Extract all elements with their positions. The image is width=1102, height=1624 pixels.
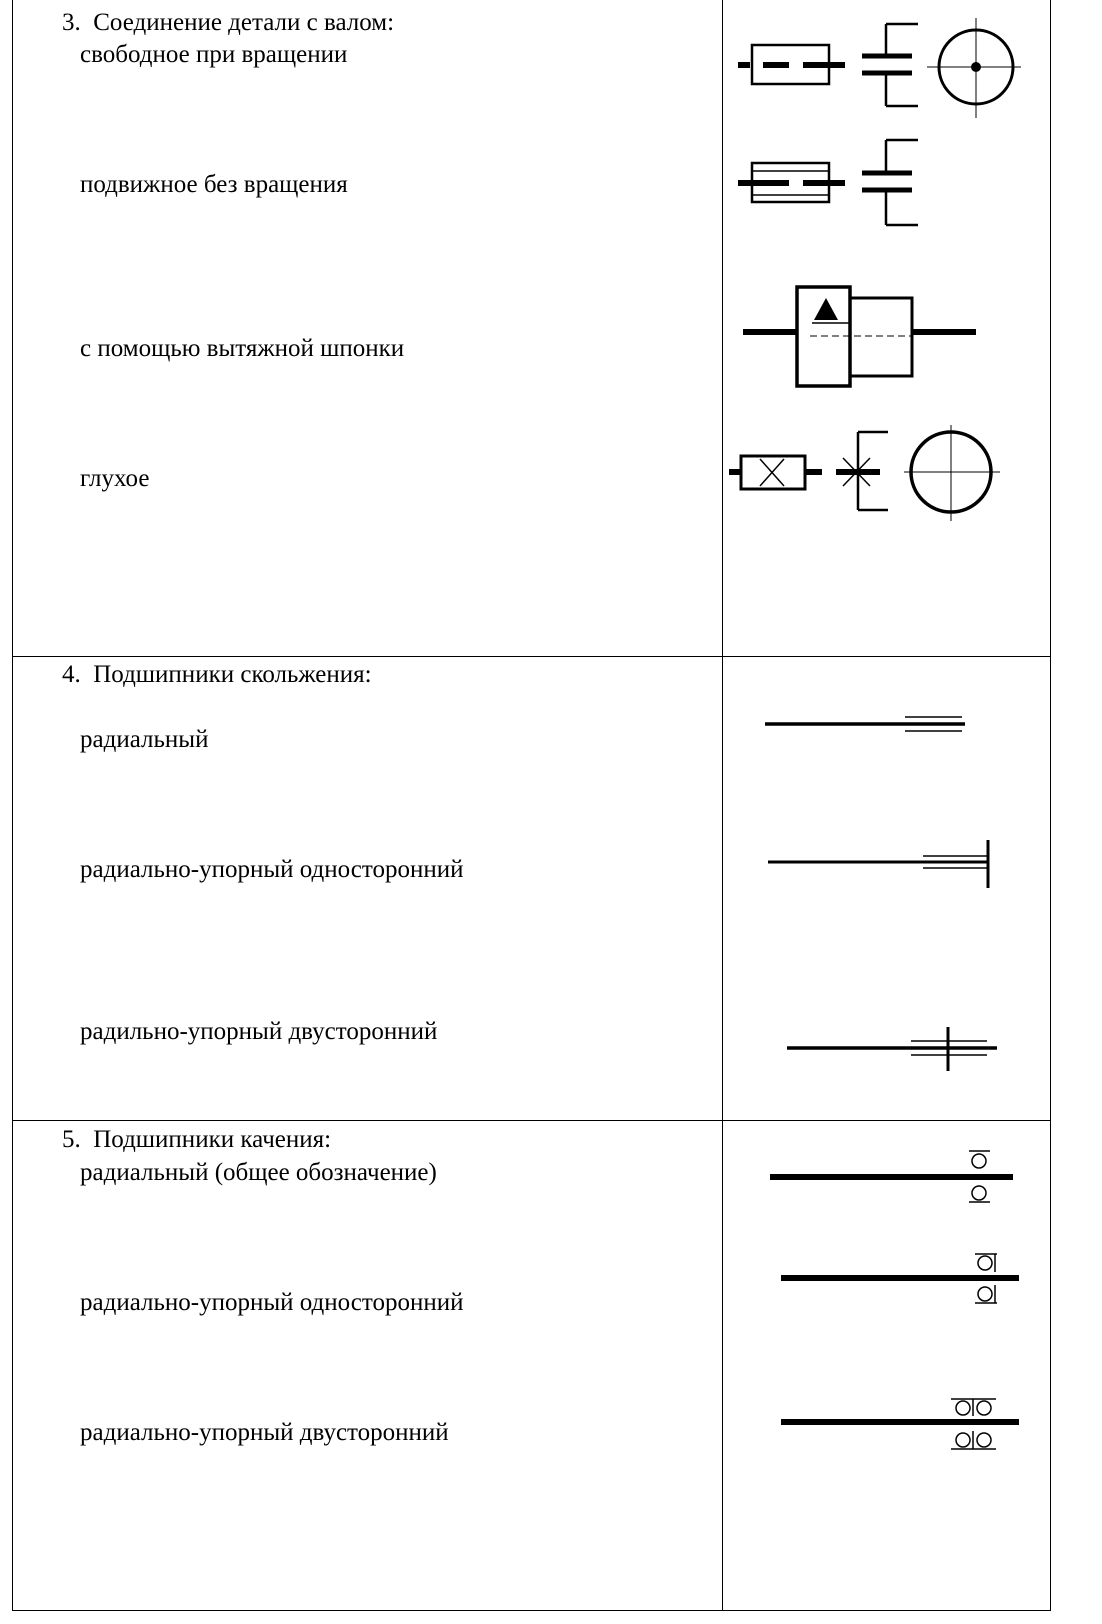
plain-angular-double-bearing-symbol: [787, 1027, 997, 1071]
row-label: радиальный: [80, 726, 209, 753]
row-label: подвижное без вращения: [80, 171, 348, 198]
fixed-connection-symbol: [729, 425, 1000, 521]
draw-key-connection-symbol: [743, 287, 976, 386]
row-label: с помощью вытяжной шпонки: [80, 335, 405, 362]
rolling-angular-double-bearing-symbol: [781, 1399, 1019, 1449]
plain-radial-bearing-symbol: [765, 717, 965, 731]
plain-angular-single-bearing-symbol: [768, 840, 988, 888]
row-label: радиально-упорный односторонний: [80, 1289, 464, 1316]
row-label: глухое: [80, 465, 150, 492]
section-title: Подшипники качения:: [93, 1126, 332, 1153]
section-number: 3.: [62, 9, 81, 36]
section-number: 4.: [62, 661, 81, 688]
section-number: 5.: [62, 1126, 81, 1153]
rolling-radial-bearing-symbol: [770, 1151, 1013, 1202]
section-title: Соединение детали с валом:: [93, 9, 395, 36]
row-label: радильно-упорный двусторонний: [80, 1018, 438, 1045]
row-label: радиально-упорный односторонний: [80, 856, 464, 883]
free-rotation-connection-symbol: [738, 18, 1021, 118]
sliding-no-rotation-connection-symbol: [738, 140, 918, 225]
section-title: Подшипники скольжения:: [93, 661, 372, 688]
row-label: свободное при вращении: [80, 41, 348, 68]
rolling-angular-single-bearing-symbol: [781, 1254, 1019, 1303]
row-label: радиальный (общее обозначение): [80, 1159, 437, 1186]
row-label: радиально-упорный двусторонний: [80, 1419, 449, 1446]
